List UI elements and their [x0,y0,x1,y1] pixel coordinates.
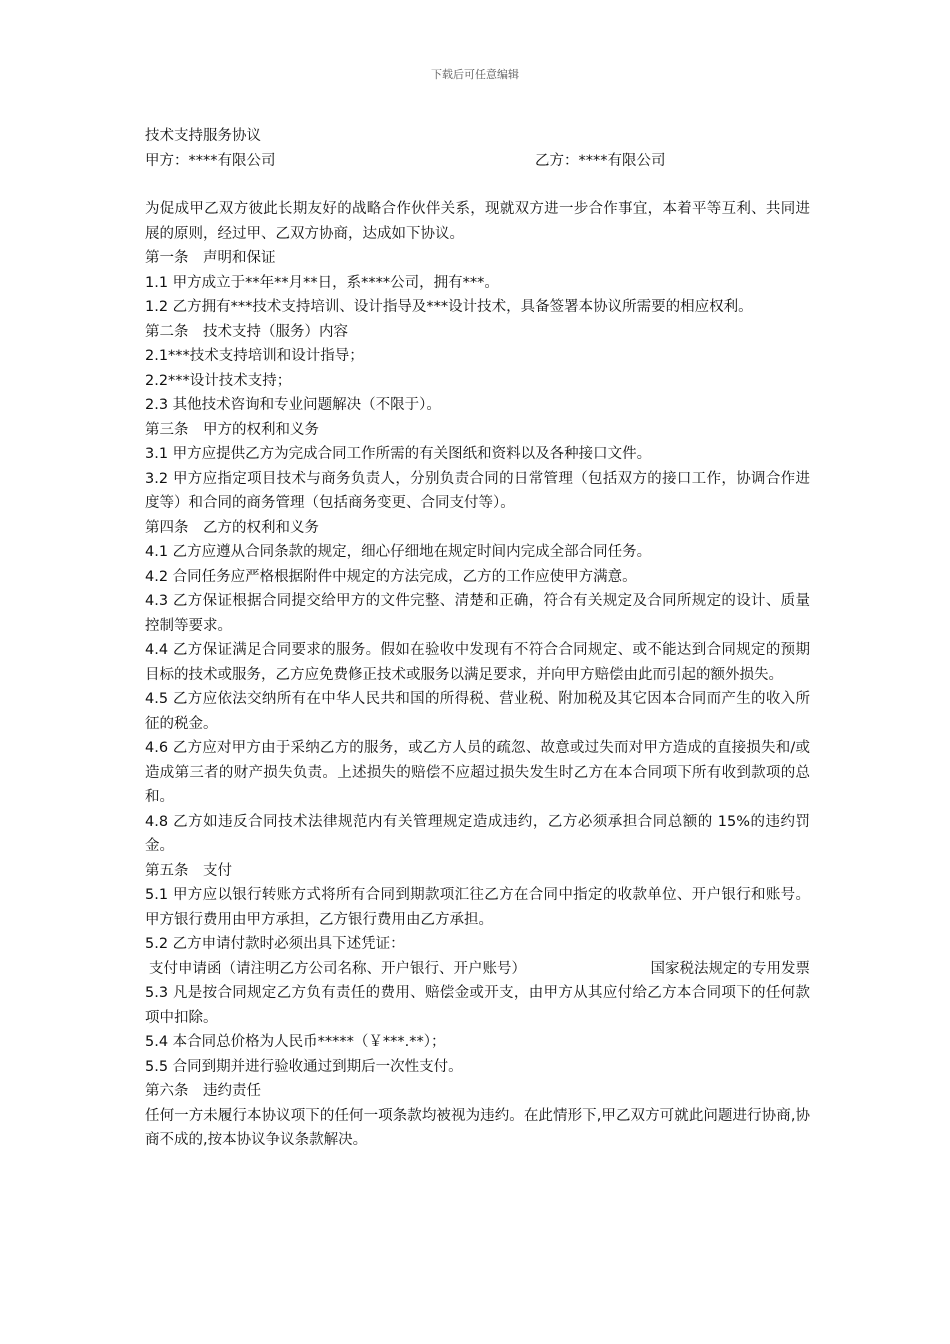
clause-5-1: 5.1 甲方应以银行转账方式将所有合同到期款项汇往乙方在合同中指定的收款单位、开户银行和账号。甲方银行费用由甲方承担，乙方银行费用由乙方承担。 [145,887,810,928]
clause-5-5: 5.5 合同到期并进行验收通过到期后一次性支付。 [145,1058,463,1075]
clause-5-3: 5.3 凡是按合同规定乙方负有责任的费用、赔偿金或开支，由甲方从其应付给乙方本合同项下的任何款项中扣除。 [145,985,810,1026]
page-header: 下载后可任意编辑 [431,68,519,81]
party-a: 甲方：****有限公司 [145,152,276,169]
clause-3-2: 3.2 甲方应指定项目技术与商务负责人，分别负责合同的日常管理（包括双方的接口工作，协调合作进度等）和合同的商务管理（包括商务变更、合同支付等）。 [145,470,810,511]
clause-5-4: 5.4 本合同总价格为人民币*****（￥***.**）； [145,1034,446,1050]
article-4-heading: 第四条 乙方的权利和义务 [145,519,319,536]
parties-row [145,149,810,174]
clause-4-1: 4.1 乙方应遵从合同条款的规定，细心仔细地在规定时间内完成全部合同任务。 [145,544,652,560]
intro-paragraph: 为促成甲乙双方彼此长期友好的战略合作伙伴关系，现就双方进一步合作事宜，本着平等互利、共同进展的原则，经过甲、乙双方协商，达成如下协议。 [145,201,810,242]
clause-1-2: 1.2 乙方拥有***技术支持培训、设计指导及***设计技术，具备签署本协议所需要的相应权利。 [145,299,753,315]
clause-5-2: 5.2 乙方申请付款时必须出具下述凭证： [145,936,405,952]
clause-4-4: 4.4 乙方保证满足合同要求的服务。假如在验收中发现有不符合合同规定、或不能达到合同规定的预期目标的技术或服务，乙方应免费修正技术或服务以满足要求，并向甲方赔偿由此而引起的额外损失。 [145,642,810,683]
party-b: 乙方：****有限公司 [535,152,666,169]
article-2-heading: 第二条 技术支持（服务）内容 [145,323,348,340]
clause-4-5: 4.5 乙方应依法交纳所有在中华人民共和国的所得税、营业税、附加税及其它因本合同而产生的收入所征的税金。 [145,691,810,732]
clause-3-1: 3.1 甲方应提供乙方为完成合同工作所需的有关图纸和资料以及各种接口文件。 [145,446,652,462]
article-5-heading: 第五条 支付 [145,862,232,879]
clause-4-2: 4.2 合同任务应严格根据附件中规定的方法完成，乙方的工作应使甲方满意。 [145,568,637,585]
doc-tax-invoice: 国家税法规定的专用发票 [650,960,810,977]
required-documents-row [145,957,810,982]
clause-1-1: 1.1 甲方成立于**年**月**日，系****公司，拥有***。 [145,274,499,291]
article-1-heading: 第一条 声明和保证 [145,250,276,266]
doc-payment-request: 支付申请函（请注明乙方公司名称、开户银行、开户账号） [149,960,526,977]
clause-4-8: 4.8 乙方如违反合同技术法律规范内有关管理规定造成违约，乙方必须承担合同总额的 15%的违约罚金。 [145,813,810,854]
article-6-heading: 第六条 违约责任 [145,1083,261,1099]
article-6-text: 任何一方未履行本协议项下的任何一项条款均被视为违约。在此情形下,甲乙双方可就此问题进行协商,协商不成的,按本协议争议条款解决。 [145,1107,810,1148]
document-body [145,124,810,1153]
document-title: 技术支持服务协议 [145,128,261,144]
clause-4-6: 4.6 乙方应对甲方由于采纳乙方的服务，或乙方人员的疏忽、故意或过失而对甲方造成的直接损失和/或造成第三者的财产损失负责。上述损失的赔偿不应超过损失发生时乙方在本合同项下所有收到款项的总和。 [145,740,810,805]
clause-2-2: 2.2***设计技术支持； [145,372,292,389]
article-3-heading: 第三条 甲方的权利和义务 [145,421,319,438]
clause-4-3: 4.3 乙方保证根据合同提交给甲方的文件完整、清楚和正确，符合有关规定及合同所规定的设计、质量控制等要求。 [145,593,810,634]
clause-2-1: 2.1***技术支持培训和设计指导； [145,348,364,364]
clause-2-3: 2.3 其他技术咨询和专业问题解决（不限于）。 [145,397,441,413]
